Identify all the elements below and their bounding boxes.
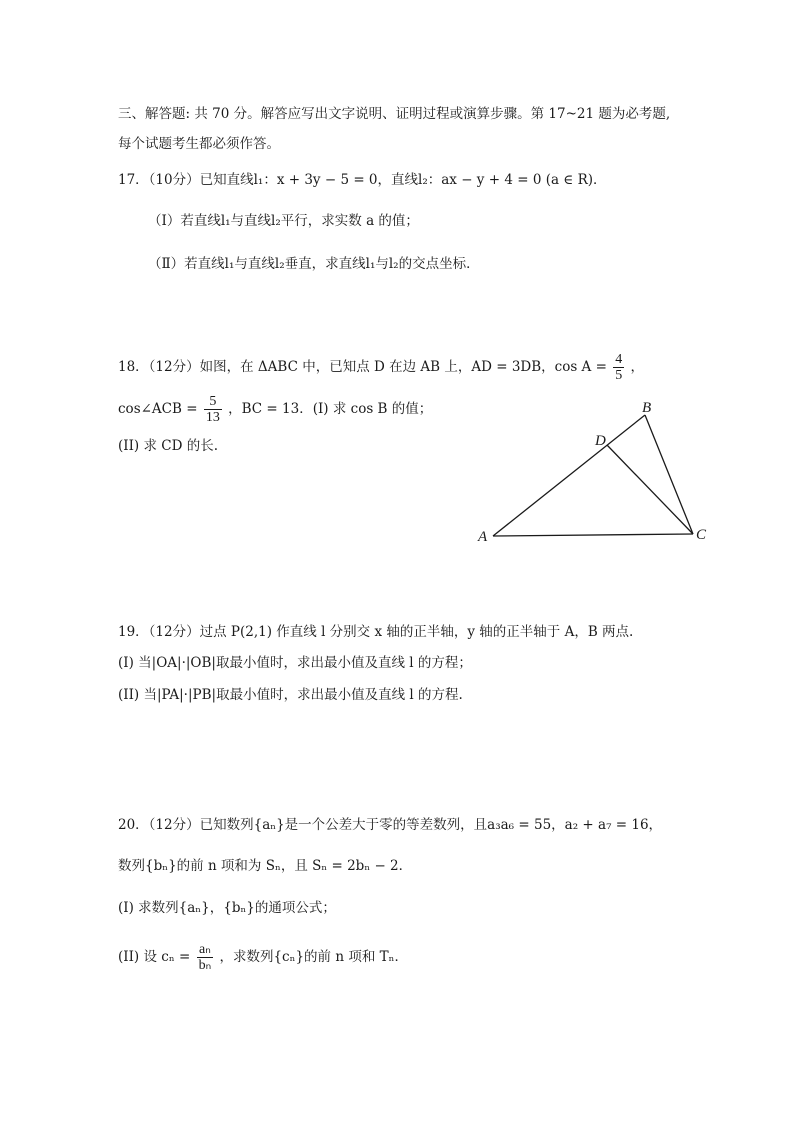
q20-part2 xyxy=(118,940,408,974)
cosA-denominator: 5 xyxy=(615,368,623,383)
q18-stem-rest: ，BC = 13．(I) 求 cos B 的值； xyxy=(228,401,433,417)
q18-part2: (II) 求 CD 的长. xyxy=(118,438,219,454)
q20-part1: (I) 求数列{aₙ}，{bₙ}的通项公式； xyxy=(118,900,336,916)
q20-part2-start: (II) 设 cₙ = xyxy=(118,949,191,965)
label-b: B xyxy=(642,400,652,416)
label-d: D xyxy=(595,433,606,449)
cn-denominator: bₙ xyxy=(198,958,212,973)
cosACB-denominator: 13 xyxy=(205,410,220,425)
label-c: C xyxy=(696,527,707,543)
cosACB-fraction xyxy=(204,394,222,425)
cosACB-numerator: 5 xyxy=(204,394,222,410)
side-bc xyxy=(645,415,693,534)
q20-part2-end: ，求数列{cₙ}的前 n 项和 Tₙ． xyxy=(219,949,408,965)
q20-stem-line2: 数列{bₙ}的前 n 项和为 Sₙ，且 Sₙ = 2bₙ − 2． xyxy=(118,858,413,874)
q19-stem: 19．（12分）过点 P(2,1) 作直线 l 分别交 x 轴的正半轴，y 轴的正半轴于 A，B 两点. xyxy=(118,624,634,640)
side-ab xyxy=(493,415,645,536)
section-header-line2: 每个试题考生都必须作答。 xyxy=(118,136,280,152)
cosA-numerator: 4 xyxy=(615,352,623,367)
q19-part1: (I) 当|OA|·|OB|取最小值时，求出最小值及直线 l 的方程； xyxy=(118,655,472,671)
cos-acb-label: cos∠ACB = xyxy=(118,401,198,417)
side-ac xyxy=(493,534,693,536)
q18-stem-end: ， xyxy=(630,359,645,375)
q18-stem-text: 18．（12分）如图，在 ΔABC 中，已知点 D 在边 AB 上，AD = 3DB，cos A = xyxy=(118,359,607,375)
q19-part2: (II) 当|PA|·|PB|取最小值时，求出最小值及直线 l 的方程. xyxy=(118,687,463,703)
q17-part2: （Ⅱ）若直线l₁与直线l₂垂直，求直线l₁与l₂的交点坐标． xyxy=(148,256,480,272)
q18-stem-line2 xyxy=(118,392,432,426)
section-header-line1: 三、解答题: 共 70 分。解答应写出文字说明、证明过程或演算步骤。第 17~21 题为必考题, xyxy=(118,106,671,122)
label-a: A xyxy=(478,529,488,545)
cosA-fraction xyxy=(613,352,624,383)
cn-numerator: aₙ xyxy=(197,942,214,958)
q17-part1: （Ⅰ）若直线l₁与直线l₂平行，求实数 a 的值； xyxy=(148,213,419,229)
q18-stem-line1 xyxy=(118,350,644,384)
q17-stem: 17．（10分）已知直线l₁：x + 3y − 5 = 0，直线l₂：ax − y + 4 = 0 (a ∈ R)． xyxy=(118,172,607,188)
q20-stem-line1: 20．（12分）已知数列{aₙ}是一个公差大于零的等差数列，且a₃a₆ = 55，a₂ + a₇ = 16， xyxy=(118,817,663,833)
segment-cd xyxy=(607,445,693,534)
cn-fraction xyxy=(197,942,214,973)
triangle-figure xyxy=(470,395,720,555)
